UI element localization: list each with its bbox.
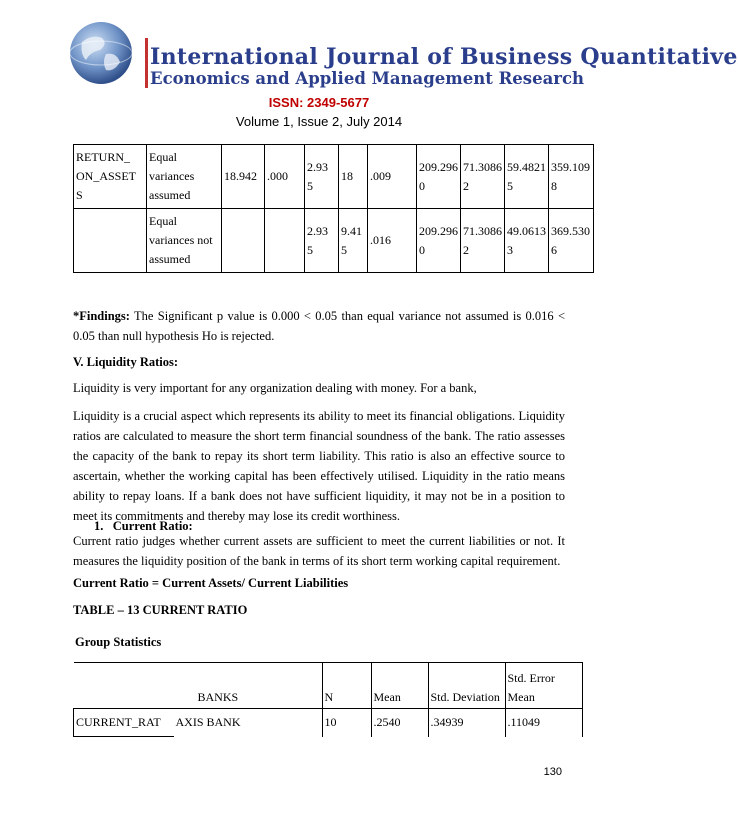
sig2-cell: .009 [368,145,417,209]
table-row [74,709,583,737]
row-variable: CURRENT_RAT [74,709,174,737]
sig-cell [265,209,305,273]
header-divider [145,38,148,88]
page-number: 130 [543,766,562,778]
volume-issue: Volume 1, Issue 2, July 2014 [235,114,403,129]
variable-cell: RETURN_ ON_ASSET S [74,145,147,209]
header-banks: BANKS [174,663,323,709]
table-row [74,209,594,273]
group-statistics-table [73,662,583,737]
header-std-dev: Std. Deviation [428,663,505,709]
assumption-cell: Equal variances not assumed [147,209,222,273]
sig-cell: .000 [265,145,305,209]
mean-diff-cell: 209.296 0 [417,145,461,209]
journal-title-line2: Economics and Applied Management Research [150,69,585,88]
formula: Current Ratio = Current Assets/ Current Liabilities [73,576,349,590]
sig2-cell: .016 [368,209,417,273]
paragraph-3: Current ratio judges whether current assets are sufficient to meet the current liabilities or not. It measures the liquidity position of the bank in terms of its short term working capital requirement. [73,534,565,568]
table-header-row [74,663,583,709]
table-title: TABLE – 13 CURRENT RATIO [73,603,248,617]
ttest-table [73,144,594,273]
std-err-cell: 71.3086 2 [461,145,505,209]
upper-cell: 359.109 8 [549,145,594,209]
section-title: V. Liquidity Ratios: [73,355,179,369]
variable-cell [74,209,147,273]
mean-diff-cell: 209.296 0 [417,209,461,273]
paragraph-2: Liquidity is a crucial aspect which represents its ability to meet its financial obligations. Liquidity ratios are calculated to measure the short term financial soundness of the bank. The ratio assesses the capacity of the bank to repay its short term liability. This ratio is also an effective source to ascertain, whether the working capital has been effectively utilised. Liquidity in the ratio means ability to repay loans. If a bank does not have sufficient liquidity, it may not be in a position to meet its commitments and thereby may lose its credit worthiness. [73,409,565,523]
row-n: 10 [322,709,371,737]
lower-cell: 49.0613 3 [505,209,549,273]
header-std-err: Std. Error Mean [505,663,582,709]
header-empty [74,663,174,709]
lower-cell: 59.4821 5 [505,145,549,209]
row-bank: AXIS BANK [174,709,323,737]
findings-paragraph [73,306,565,346]
paragraph-1: Liquidity is very important for any organization dealing with money. For a bank, [73,381,477,395]
header-n: N [322,663,371,709]
std-err-cell: 71.3086 2 [461,209,505,273]
df-cell: 18 [339,145,368,209]
df-cell: 9.41 5 [339,209,368,273]
f-cell [222,209,265,273]
row-std-dev: .34939 [428,709,505,737]
journal-globe-logo [68,20,134,86]
t-cell: 2.93 5 [305,145,339,209]
f-cell: 18.942 [222,145,265,209]
table-row [74,145,594,209]
issn: ISSN: 2349-5677 [268,95,370,110]
header-mean: Mean [371,663,428,709]
findings-text: The Significant p value is 0.000 < 0.05 than equal variance not assumed is 0.016 < 0.05 than null hypothesis Ho is rejected. [73,309,565,343]
assumption-cell: Equal variances assumed [147,145,222,209]
subsection-title: 1. Current Ratio: [94,519,193,533]
t-cell: 2.93 5 [305,209,339,273]
row-mean: .2540 [371,709,428,737]
upper-cell: 369.530 6 [549,209,594,273]
findings-label: *Findings: [73,309,130,323]
row-std-err: .11049 [505,709,582,737]
journal-title-line1: International Journal of Business Quantitative [150,44,738,70]
group-statistics-title: Group Statistics [75,635,162,649]
